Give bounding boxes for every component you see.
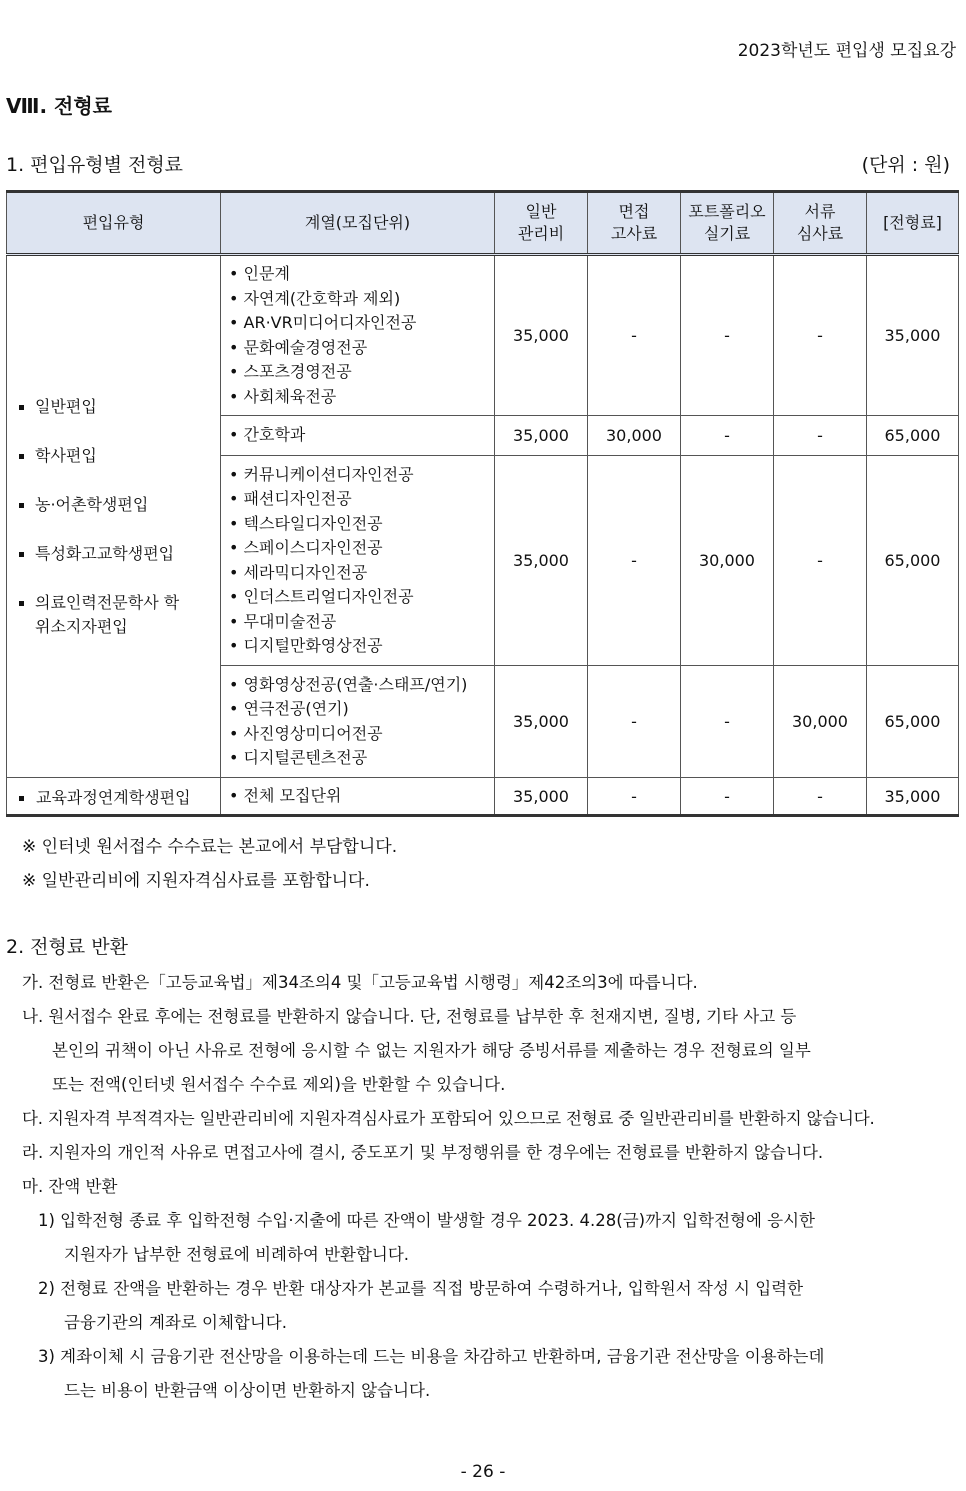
refund-text bbox=[22, 966, 962, 1408]
refund-subitem-cont: 드는 비용이 반환금액 이상이면 반환하지 않습니다. bbox=[64, 1381, 431, 1400]
table-row bbox=[7, 778, 959, 816]
unit-item: • 연극전공(연기) bbox=[229, 697, 494, 722]
unit-item: • 무대미술전공 bbox=[229, 610, 494, 635]
document-fee: - bbox=[774, 778, 867, 816]
total-fee: 65,000 bbox=[867, 666, 959, 778]
header-total: [전형료] bbox=[867, 192, 959, 255]
refund-subitem: 1) 입학전형 종료 후 입학전형 수입·지출에 따른 잔액이 발생할 경우 2023. 4.28(금)까지 입학전형에 응시한 bbox=[38, 1211, 815, 1230]
refund-item-cont: 본인의 귀책이 아닌 사유로 전형에 응시할 수 없는 지원자가 해당 증빙서류를 제출하는 경우 전형료의 일부 bbox=[52, 1041, 811, 1060]
unit-item: • 영화영상전공(연출·스태프/연기) bbox=[229, 673, 494, 698]
portfolio-fee: - bbox=[681, 416, 774, 456]
interview-fee: - bbox=[588, 456, 681, 666]
units-cell bbox=[221, 456, 495, 666]
refund-subitem-cont: 금융기관의 계좌로 이체합니다. bbox=[64, 1313, 287, 1332]
unit-item: • 인문계 bbox=[229, 262, 494, 287]
bullet-icon bbox=[19, 796, 24, 801]
portfolio-fee: - bbox=[681, 255, 774, 416]
header-unit: 계열(모집단위) bbox=[221, 192, 495, 255]
document-fee: 30,000 bbox=[774, 666, 867, 778]
refund-subitem: 3) 계좌이체 시 금융기관 전산망을 이용하는데 드는 비용을 차감하고 반환하며, 금융기관 전산망을 이용하는데 bbox=[38, 1347, 825, 1366]
notes bbox=[22, 830, 397, 898]
header-admin: 일반 관리비 bbox=[495, 192, 588, 255]
type-item bbox=[17, 591, 219, 639]
admin-fee: 35,000 bbox=[495, 416, 588, 456]
refund-item-cont: 또는 전액(인터넷 원서접수 수수료 제외)을 반환할 수 있습니다. bbox=[52, 1075, 506, 1094]
unit-item: • 간호학과 bbox=[229, 423, 494, 448]
unit-label: (단위 : 원) bbox=[861, 154, 950, 176]
subsection-title-fees: 1. 편입유형별 전형료 bbox=[6, 154, 184, 176]
admin-fee: 35,000 bbox=[495, 456, 588, 666]
unit-item: • 세라믹디자인전공 bbox=[229, 561, 494, 586]
unit-item: • 디지털만화영상전공 bbox=[229, 634, 494, 659]
interview-fee: - bbox=[588, 255, 681, 416]
refund-item: 가. 전형료 반환은「고등교육법」제34조의4 및「고등교육법 시행령」제42조의3에 따릅니다. bbox=[22, 973, 698, 992]
document-title: 2023학년도 편입생 모집요강 bbox=[737, 41, 956, 61]
unit-item: • 패션디자인전공 bbox=[229, 487, 494, 512]
interview-fee: - bbox=[588, 778, 681, 816]
unit-item: • 사회체육전공 bbox=[229, 385, 494, 410]
type-item: 학사편입 bbox=[17, 444, 219, 468]
type-item: 일반편입 bbox=[17, 395, 219, 419]
type-item: 특성화고교학생편입 bbox=[17, 542, 219, 566]
table-row bbox=[7, 255, 959, 416]
document-fee: - bbox=[774, 456, 867, 666]
admin-fee: 35,000 bbox=[495, 255, 588, 416]
total-fee: 65,000 bbox=[867, 416, 959, 456]
header-document: 서류 심사료 bbox=[774, 192, 867, 255]
refund-item: 다. 지원자격 부적격자는 일반관리비에 지원자격심사료가 포함되어 있으므로 전형료 중 일반관리비를 반환하지 않습니다. bbox=[22, 1109, 875, 1128]
section-title: Ⅷ. 전형료 bbox=[6, 94, 112, 118]
units-cell bbox=[221, 255, 495, 416]
fee-table bbox=[6, 190, 959, 817]
refund-item: 나. 원서접수 완료 후에는 전형료를 반환하지 않습니다. 단, 전형료를 납부한 후 천재지변, 질병, 기타 사고 등 bbox=[22, 1007, 797, 1026]
unit-item: • 텍스타일디자인전공 bbox=[229, 512, 494, 537]
portfolio-fee: - bbox=[681, 666, 774, 778]
admin-fee: 35,000 bbox=[495, 778, 588, 816]
refund-item: 마. 잔액 반환 bbox=[22, 1177, 118, 1196]
total-fee: 65,000 bbox=[867, 456, 959, 666]
unit-item: • 디지털콘텐츠전공 bbox=[229, 746, 494, 771]
units-cell bbox=[221, 778, 495, 816]
unit-item: • 전체 모집단위 bbox=[229, 784, 494, 809]
header-portfolio: 포트폴리오 실기료 bbox=[681, 192, 774, 255]
type-item: 농·어촌학생편입 bbox=[17, 493, 219, 517]
unit-item: • 인더스트리얼디자인전공 bbox=[229, 585, 494, 610]
document-fee: - bbox=[774, 255, 867, 416]
refund-subitem-cont: 지원자가 납부한 전형료에 비례하여 반환합니다. bbox=[64, 1245, 410, 1264]
refund-subitem: 2) 전형료 잔액을 반환하는 경우 반환 대상자가 본교를 직접 방문하여 수령하거나, 입학원서 작성 시 입력한 bbox=[38, 1279, 804, 1298]
note-item: ※ 인터넷 원서접수 수수료는 본교에서 부담합니다. bbox=[22, 837, 398, 857]
admission-type-last bbox=[7, 778, 221, 816]
portfolio-fee: - bbox=[681, 778, 774, 816]
admission-types-cell bbox=[7, 255, 221, 778]
unit-item: • 스페이스디자인전공 bbox=[229, 536, 494, 561]
subsection-title-refund: 2. 전형료 반환 bbox=[6, 936, 128, 958]
header-interview: 면접 고사료 bbox=[588, 192, 681, 255]
document-fee: - bbox=[774, 416, 867, 456]
unit-item: • 커뮤니케이션디자인전공 bbox=[229, 463, 494, 488]
portfolio-fee: 30,000 bbox=[681, 456, 774, 666]
units-cell bbox=[221, 666, 495, 778]
type-item-text: 의료인력전문학사 학위소지자편입 bbox=[35, 592, 180, 636]
total-fee: 35,000 bbox=[867, 255, 959, 416]
interview-fee: 30,000 bbox=[588, 416, 681, 456]
interview-fee: - bbox=[588, 666, 681, 778]
refund-item: 라. 지원자의 개인적 사유로 면접고사에 결시, 중도포기 및 부정행위를 한 경우에는 전형료를 반환하지 않습니다. bbox=[22, 1143, 824, 1162]
total-fee: 35,000 bbox=[867, 778, 959, 816]
unit-item: • 스포츠경영전공 bbox=[229, 360, 494, 385]
unit-item: • AR·VR미디어디자인전공 bbox=[229, 311, 494, 336]
units-cell bbox=[221, 416, 495, 456]
header-type: 편입유형 bbox=[7, 192, 221, 255]
table-header-row bbox=[7, 192, 959, 255]
unit-item: • 문화예술경영전공 bbox=[229, 336, 494, 361]
admin-fee: 35,000 bbox=[495, 666, 588, 778]
unit-item: • 자연계(간호학과 제외) bbox=[229, 287, 494, 312]
unit-item: • 사진영상미디어전공 bbox=[229, 722, 494, 747]
note-item: ※ 일반관리비에 지원자격심사료를 포함합니다. bbox=[22, 871, 370, 891]
page-number: - 26 - bbox=[460, 1462, 506, 1482]
type-item-text: 교육과정연계학생편입 bbox=[36, 787, 191, 807]
